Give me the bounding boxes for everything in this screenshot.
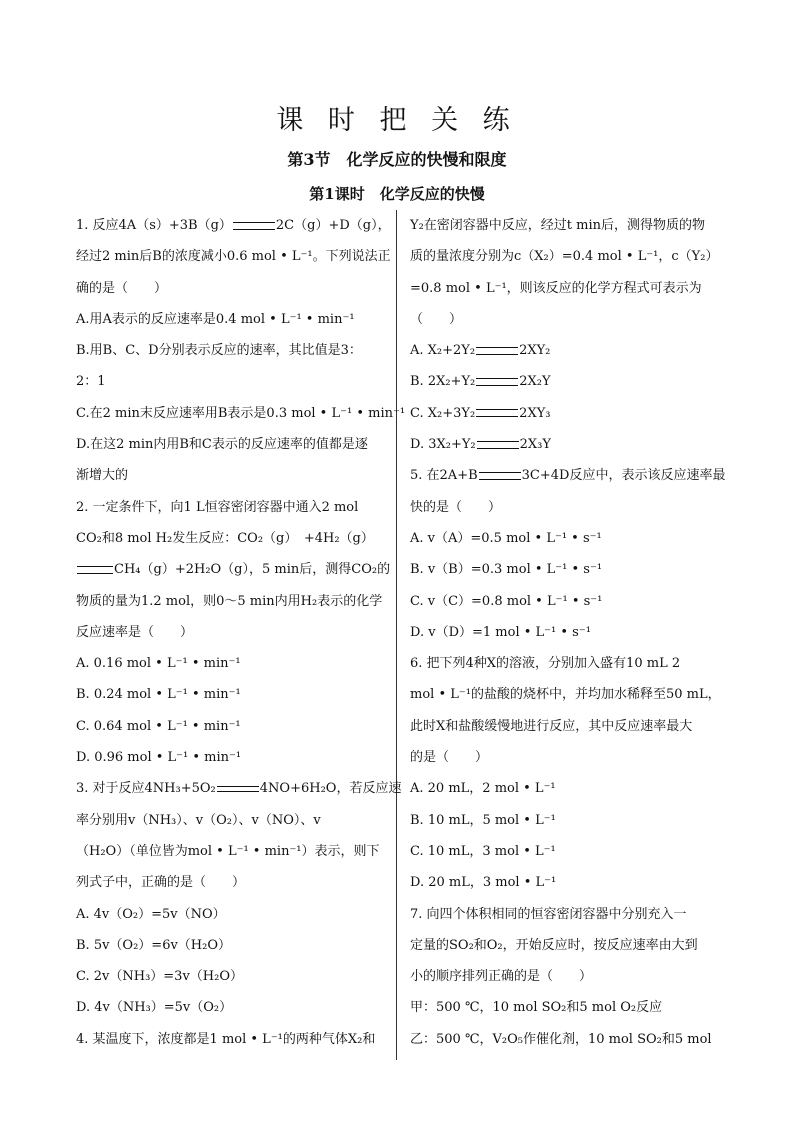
text-line: mol • L⁻¹的盐酸的烧杯中，并均加水稀释至50 mL， (410, 687, 721, 703)
text-line: 率分别用v（NH₃）、v（O₂）、v（NO）、v (76, 812, 321, 828)
text-line: B. 10 mL，5 mol • L⁻¹ (410, 812, 556, 828)
text-line: 渐增大的 (76, 468, 129, 484)
text-line: C. v（C）=0.8 mol • L⁻¹ • s⁻¹ (410, 593, 603, 609)
text-line: B. 2X₂+Y₂ 2X₂Y (410, 374, 551, 390)
column-divider (396, 210, 397, 1060)
text-line: 反应速率是（ ） (76, 624, 194, 640)
text-line: 3. 对于反应4NH₃+5O₂ 4NO+6H₂O，若反应速 (76, 781, 402, 797)
text-line: 此时X和盐酸缓慢地进行反应，其中反应速率最大 (410, 718, 693, 734)
equals-sign (233, 222, 275, 230)
text-line: 快的是（ ） (410, 499, 502, 515)
text-line: 7. 向四个体积相同的恒容密闭容器中分别充入一 (410, 906, 687, 922)
text-line: D. 20 mL，3 mol • L⁻¹ (410, 875, 557, 891)
text-line: B.用B、C、D分别表示反应的速率，其比值是3： (76, 343, 362, 359)
text-line: D. v（D）=1 mol • L⁻¹ • s⁻¹ (410, 624, 591, 640)
text-line: 的是（ ） (410, 750, 489, 766)
text-line: B. v（B）=0.3 mol • L⁻¹ • s⁻¹ (410, 562, 603, 578)
text-line: A. 0.16 mol • L⁻¹ • min⁻¹ (76, 656, 241, 672)
lesson-heading: 第1课时 化学反应的快慢 (309, 185, 485, 203)
text-line: C. 0.64 mol • L⁻¹ • min⁻¹ (76, 718, 241, 734)
text-line: 5. 在2A+B 3C+4D反应中，表示该反应速率最 (410, 468, 726, 484)
text-line: C. X₂+3Y₂ 2XY₃ (410, 405, 551, 421)
text-line: 定量的SO₂和O₂，开始反应时，按反应速率由大到 (410, 937, 698, 953)
text-line: 经过2 min后B的浓度减小0.6 mol • L⁻¹。下列说法正 (76, 249, 391, 265)
text-line: 质的量浓度分别为c（X₂）=0.4 mol • L⁻¹，c（Y₂） (410, 249, 719, 265)
text-line: A. 4v（O₂）=5v（NO） (76, 906, 226, 922)
equals-sign (479, 472, 521, 480)
text-line: （ ） (410, 311, 463, 327)
text-line: D.在这2 min内用B和C表示的反应速率的值都是逐 (76, 437, 368, 453)
text-line: （H₂O）（单位皆为mol • L⁻¹ • min⁻¹）表示，则下 (76, 843, 380, 859)
right-column (410, 215, 726, 1060)
text-line: B. 5v（O₂）=6v（H₂O） (76, 937, 232, 953)
equals-sign (476, 409, 518, 417)
text-line: D. 4v（NH₃）=5v（O₂） (76, 1000, 233, 1016)
text-line: Y₂在密闭容器中反应，经过t min后，测得物质的物 (410, 218, 706, 233)
text-line: CH₄（g）+2H₂O（g），5 min后，测得CO₂的 (76, 559, 386, 590)
text-line: A.用A表示的反应速率是0.4 mol • L⁻¹ • min⁻¹ (76, 311, 355, 327)
equals-sign (476, 347, 518, 355)
text-line: 列式子中，正确的是（ ） (76, 875, 246, 891)
left-column (76, 215, 406, 1060)
text-line: C.在2 min末反应速率用B表示是0.3 mol • L⁻¹ • min⁻¹ (76, 405, 406, 421)
text-line: A. X₂+2Y₂ 2XY₂ (410, 343, 551, 359)
text-line: 2：1 (76, 374, 106, 390)
text-line: A. v（A）=0.5 mol • L⁻¹ • s⁻¹ (410, 530, 602, 546)
text-line: 6. 把下列4种X的溶液，分别加入盛有10 mL 2 (410, 656, 681, 672)
text-line: 乙：500 ℃，V₂O₅作催化剂，10 mol SO₂和5 mol (410, 1031, 712, 1047)
text-line: A. 20 mL，2 mol • L⁻¹ (410, 781, 556, 797)
text-line: =0.8 mol • L⁻¹，则该反应的化学方程式可表示为 (410, 280, 702, 296)
reversible-arrow (217, 785, 259, 793)
text-line: 物质的量为1.2 mol，则0～5 min内用H₂表示的化学 (76, 593, 383, 609)
text-line: 1. 反应4A（s）+3B（g） 2C（g）+D（g）， (76, 218, 391, 233)
text-line: D. 3X₂+Y₂ 2X₃Y (410, 437, 551, 453)
text-line: 小的顺序排列正确的是（ ） (410, 969, 593, 985)
text-line: 甲：500 ℃，10 mol SO₂和5 mol O₂反应 (410, 1000, 663, 1016)
text-line: 4. 某温度下，浓度都是1 mol • L⁻¹的两种气体X₂和 (76, 1031, 376, 1047)
page-title: 课 时 把 关 练 (276, 105, 518, 136)
section-heading: 第3节 化学反应的快慢和限度 (287, 150, 507, 169)
equals-sign (477, 441, 519, 449)
text-line: CO₂和8 mol H₂发生反应：CO₂（g） +4H₂（g） (76, 530, 374, 546)
text-line: 2. 一定条件下，向1 L恒容密闭容器中通入2 mol (76, 499, 359, 515)
text-line: C. 10 mL，3 mol • L⁻¹ (410, 843, 556, 859)
text-line: 确的是（ ） (76, 280, 168, 296)
text-line: B. 0.24 mol • L⁻¹ • min⁻¹ (76, 687, 241, 703)
equals-sign (476, 378, 518, 386)
equals-sign (77, 566, 113, 574)
text-line: D. 0.96 mol • L⁻¹ • min⁻¹ (76, 750, 242, 766)
text-line: C. 2v（NH₃）=3v（H₂O） (76, 969, 244, 985)
